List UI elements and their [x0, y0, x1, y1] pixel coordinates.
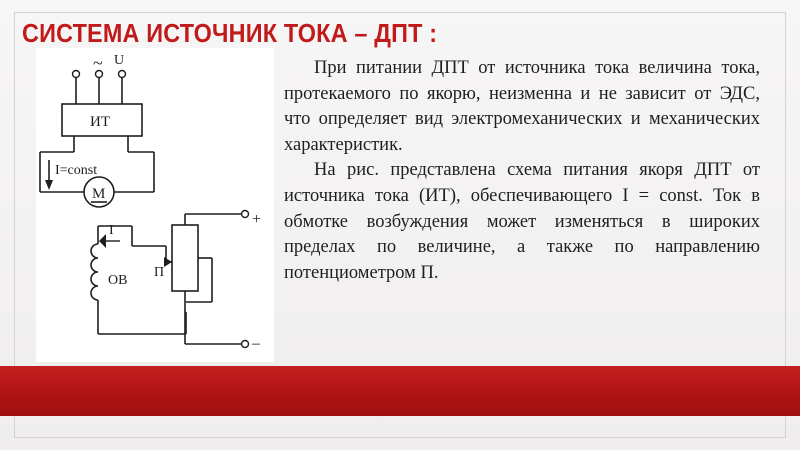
source-label: ИТ [90, 114, 110, 130]
plus-terminal [242, 211, 249, 218]
potentiometer-body [172, 225, 198, 291]
circuit-diagram [36, 48, 274, 362]
potentiometer-label: П [154, 265, 165, 280]
paragraph-1: При питании ДПТ от источника тока величина тока, протекаемого по якорю, неизменна и не зависит от ЭДС, что определяет вид электромеханических и механических характеристик. [284, 58, 760, 155]
paragraph-2: На рис. представлена схема питания якоря ДПТ от источника тока (ИТ), обеспечивающего I = const. Ток в обмотке возбуждения может изменяться в широких пределах по величине, а также по направлению потенциометром П. [284, 160, 760, 283]
voltage-label: U [114, 53, 125, 68]
current-arrow-head [45, 180, 53, 190]
field-arrow-head [99, 234, 106, 248]
wiper-arrow-head [164, 257, 172, 267]
plus-label: + [252, 211, 262, 228]
decorative-red-band [0, 366, 800, 416]
field-current-label: I [109, 223, 114, 238]
motor-label: М [92, 186, 106, 202]
field-winding-label: ОВ [108, 273, 128, 288]
current-label: I=const [55, 163, 98, 178]
input-terminal-1 [73, 71, 80, 78]
slide-title: СИСТЕМА ИСТОЧНИК ТОКА – ДПТ : [22, 18, 438, 48]
ac-label: ~ [93, 53, 103, 73]
field-coil [91, 244, 98, 300]
minus-terminal [242, 341, 249, 348]
input-terminal-3 [119, 71, 126, 78]
minus-label: – [252, 335, 260, 352]
body-text [284, 56, 760, 286]
circuit-svg [36, 48, 274, 362]
